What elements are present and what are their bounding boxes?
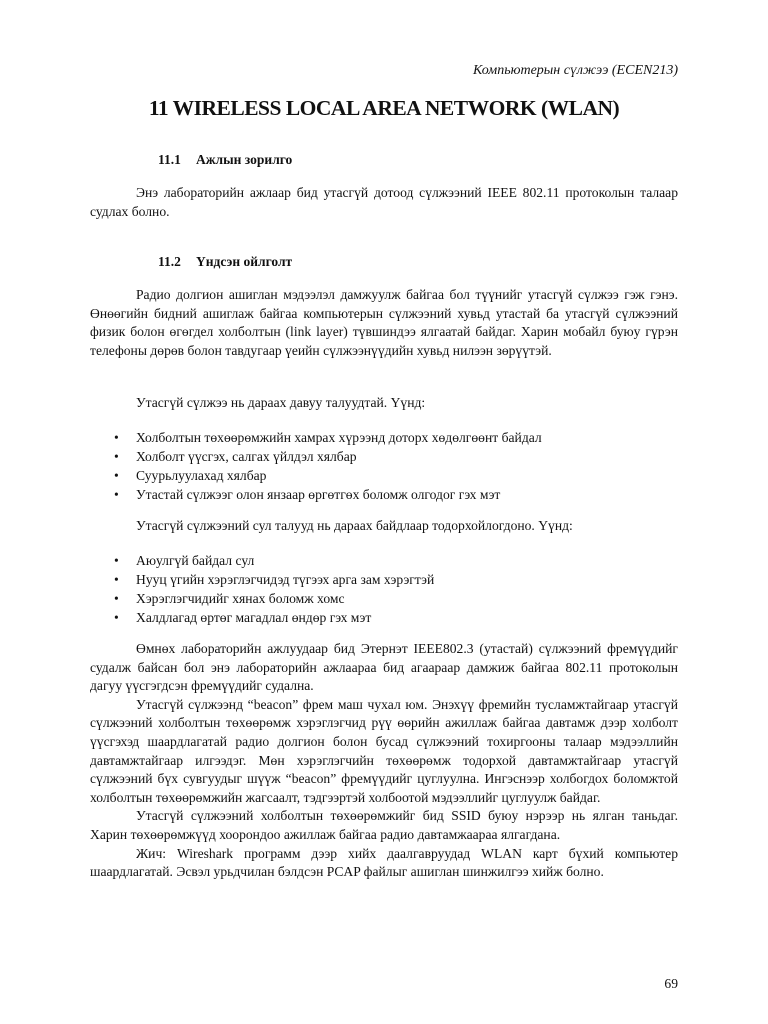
section-number: 11.1 [158, 152, 181, 167]
list-item: • Халдлагад өртөг магадлал өндөр гэх мэт [114, 610, 372, 625]
list-item: • Хэрэглэгчидийг хянах боломж хомс [114, 591, 345, 606]
concept-paragraph: Радио долгион ашиглан мэдээлэл дамжуулж байгаа бол түүнийг утасгүй сүлжээ гэж гэнэ. Өнөөгийн бидний ашиглаж байгаа компьютерын сүлжээний хувьд утастай ба утасгүй сүлжээний физик болон өгөгдел холболтын (link layer) түвшиндээ ялгаатай байдаг. Харин мобайл буюу гүрэн телефоны дөрөв болон тавдугаар үеийн сүлжээнүүдийн хувьд нилээн зөрүүтэй. [90, 287, 678, 358]
list-item: • Холболтын төхөөрөмжийн хамрах хүрээнд доторх хөдөлгөөнт байдал [114, 430, 542, 445]
bullet-icon: • [114, 610, 119, 625]
disadvantages-list [114, 551, 678, 627]
body-text-block [0, 640, 678, 882]
advantages-intro: Утасгүй сүлжээ нь дараах давуу талуудтай. Үүнд: [136, 395, 426, 410]
bullet-icon: • [114, 487, 119, 502]
list-item: • Суурьлуулахад хялбар [114, 468, 267, 483]
section-title: Ажлын зорилго [196, 152, 293, 167]
bullet-icon: • [114, 468, 119, 483]
advantages-list [114, 428, 678, 504]
bullet-icon: • [114, 572, 119, 587]
section-number: 11.2 [158, 254, 181, 269]
page-number: 69 [664, 976, 678, 991]
running-header: Компьютерын сүлжээ (ECEN213) [473, 63, 678, 78]
disadvantages-intro: Утасгүй сүлжээний сул талууд нь дараах байдлаар тодорхойлогдоно. Үүнд: [136, 518, 573, 533]
bullet-icon: • [114, 449, 119, 464]
bullet-icon: • [114, 430, 119, 445]
list-item: • Холболт үүсгэх, салгах үйлдэл хялбар [114, 449, 357, 464]
list-item: • Нууц үгийн хэрэглэгчидэд түгээх арга зам хэрэгтэй [114, 572, 435, 587]
beacon-paragraph: Утасгүй сүлжээнд “beacon” фрем маш чухал юм. Энэхүү фремийн тусламжтайгаар утасгүй сүлжээний холболтын төхөөрөмж хэрэглэгчид рүү өөрийн ажиллаж байгаа давтамж дээр холболт үүсгэхэд шаардлагатай радио долгион болон бусад сүлжээний тохиргооны талаар мэдээллийн давтамжтайгаар илгээдэг. Мөн хэрэглэгчийн төхөөрөмж тодорхой давтамжтайгаар утасгүй сүлжээний бүх сувгуудыг шүүж “beacon” фремүүдийг цуглуулна. Ингэснээр холбогдох боломжтой холболтын төхөөрөмжийн жагсаалт, тэдгээртэй холбоотой мэдээллийг цуглуулж байдаг. [90, 696, 678, 805]
bullet-icon: • [114, 591, 119, 606]
bullet-icon: • [114, 553, 119, 568]
ssid-paragraph: Утасгүй сүлжээний холболтын төхөөрөмжийг бид SSID буюу нэрээр нь ялган таньдаг. Харин төхөөрөмжүүд хоорондоо ажиллаж байгаа радио давтамжаараа ялгагдана. [90, 808, 678, 842]
lab-context-paragraph: Өмнөх лабораторийн ажлуудаар бид Этернэт IEEE802.3 (утастай) сүлжээний фремүүдийг судалж байсан бол энэ лабораторийн ажлаараа бид агаараар дамжиж байгаа 802.11 протоколын дагуу үүсгэгдсэн фремүүдийг судална. [90, 641, 678, 694]
chapter-title: 11 WIRELESS LOCAL AREA NETWORK (WLAN) [148, 96, 620, 120]
objective-paragraph: Энэ лабораторийн ажлаар бид утасгүй дотоод сүлжээний IEEE 802.11 протоколын талаар судлах болно. [90, 185, 678, 219]
section-heading-1 [158, 152, 292, 168]
list-item: • Аюулгүй байдал сул [114, 553, 255, 568]
section-heading-2 [158, 254, 292, 270]
note-paragraph: Жич: Wireshark программ дээр хийх даалгавруудад WLAN карт бүхий компьютер шаардлагатай. Эсвэл урьдчилан бэлдсэн PCAP файлыг ашиглан шинжилгээ хийж болно. [90, 845, 678, 880]
list-item: • Утастай сүлжээг олон янзаар өргөтгөх боломж олгодог гэх мэт [114, 487, 501, 502]
section-title: Үндсэн ойлголт [196, 254, 293, 269]
